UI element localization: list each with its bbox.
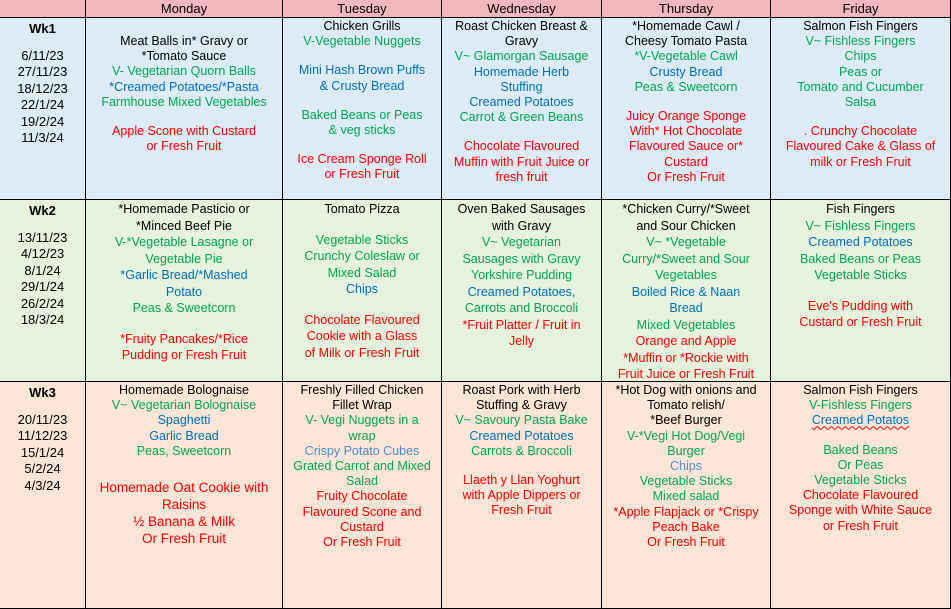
menu-line: fresh fruit — [495, 169, 548, 184]
date: 6/11/23 — [21, 47, 64, 63]
menu-line: & Crusty Bread — [319, 78, 405, 93]
spacer — [445, 125, 598, 139]
menu-line: *Homemade Pasticio or — [118, 202, 250, 216]
menu-line: Vegetable Sticks — [814, 268, 907, 282]
spacer — [774, 429, 947, 443]
menu-line: Creamed Potatoes — [808, 235, 913, 249]
menu-line: Orange and Apple — [635, 334, 737, 348]
spacer — [286, 138, 438, 152]
menu-line: Stuffing & Gravy — [476, 398, 567, 413]
menu-line: Peas or — [838, 64, 883, 79]
menu-line: Flavoured Sauce or* — [629, 139, 743, 154]
spacer — [89, 459, 279, 479]
header-friday: Friday — [771, 0, 951, 18]
wk3-tuesday — [283, 382, 442, 609]
menu-line: Roast Pork with Herb — [462, 383, 581, 397]
menu-line: Fruit Juice or Fresh Fruit — [617, 367, 755, 381]
menu-line: Vegetable Sticks — [315, 232, 409, 247]
wk2-monday — [86, 200, 283, 382]
menu-line: Sausages with Gravy — [462, 251, 581, 266]
menu-line: Flavoured Scone and — [302, 504, 422, 519]
menu-line: Creamed Potatoes, — [467, 284, 576, 299]
menu-line: *Creamed Potatoes/*Pasta — [109, 79, 259, 94]
menu-line: Farmhouse Mixed Vegetables — [101, 94, 267, 109]
week-2-cell — [0, 200, 86, 382]
menu-line: Boiled Rice & Naan — [631, 284, 741, 299]
date: 8/1/24 — [24, 262, 61, 278]
menu-line: wrap — [348, 428, 376, 443]
menu-line: Chips — [844, 49, 877, 64]
menu-line: *Garlic Bread/*Mashed — [120, 268, 248, 282]
menu-line: Baked Beans or Peas — [301, 107, 423, 122]
menu-line: Salmon Fish Fingers — [803, 383, 918, 397]
menu-line: *Hot Dog with onions and — [615, 383, 757, 397]
spacer — [286, 298, 438, 312]
spacer — [286, 49, 438, 63]
menu-line: . Crunchy Chocolate — [803, 124, 918, 139]
spacer — [605, 95, 767, 109]
menu-line: *V-Vegetable Cawl — [634, 49, 738, 64]
date: 18/3/24 — [20, 312, 65, 327]
date: 11/3/24 — [21, 130, 64, 145]
week-label: Wk2 — [29, 203, 56, 218]
menu-line: Tomato relish/ — [647, 398, 725, 413]
menu-line: Mini Hash Brown Puffs — [298, 63, 426, 78]
date: 4/12/23 — [20, 246, 65, 261]
menu-line: Burger — [667, 443, 705, 458]
menu-line: *Fruit Platter / Fruit in — [462, 317, 581, 332]
date: 4/3/24 — [24, 477, 61, 493]
menu-line: Peas & Sweetcorn — [132, 301, 236, 315]
wk2-thursday — [602, 200, 771, 382]
menu-line: Curry/*Sweet and Sour — [622, 251, 750, 266]
menu-line: V-*Vegi Hot Dog/Vegi — [626, 428, 746, 443]
menu-line: Salmon Fish Fingers — [803, 19, 918, 33]
menu-line: or Fresh Fruit — [324, 167, 400, 182]
menu-line: Pudding or Fresh Fruit — [121, 348, 247, 362]
menu-line: Bread — [669, 301, 703, 315]
menu-line: Baked Beans or Peas — [800, 251, 921, 266]
menu-line: Custard or Fresh Fruit — [799, 315, 922, 329]
menu-line: Chips — [346, 282, 378, 296]
menu-line: V~ Fishless Fingers — [805, 34, 916, 49]
menu-line: Custard — [340, 519, 384, 534]
menu-line: V-Vegetable Nuggets — [303, 34, 421, 49]
menu-line: Muffin with Fruit Juice or — [453, 154, 590, 169]
menu-line: ½ Banana & Milk — [132, 514, 236, 530]
menu-line: Llaeth y Llan Yoghurt — [463, 473, 580, 488]
spacer — [89, 110, 279, 124]
menu-line: Chocolate Flavoured — [304, 312, 420, 327]
spacer — [774, 110, 947, 124]
menu-line: Chocolate Flavoured — [463, 139, 580, 154]
menu-line: or Fresh Fruit — [146, 139, 222, 154]
menu-line: Ice Cream Sponge Roll — [297, 152, 427, 167]
menu-line: Fresh Fruit — [491, 503, 552, 518]
menu-line: *Beef Burger — [650, 413, 722, 428]
menu-line: V- Vegi Nuggets in a — [305, 413, 419, 428]
menu-line: Peas, Sweetcorn — [136, 443, 232, 458]
menu-line: Crunchy Coleslaw or — [304, 249, 420, 263]
menu-line: milk or Fresh Fruit — [810, 154, 911, 169]
header-thursday: Thursday — [602, 0, 771, 18]
wk2-tuesday — [283, 200, 442, 382]
wk3-friday — [771, 382, 951, 609]
menu-line: Chips — [670, 459, 702, 474]
menu-line: V~ Vegetarian Bolognaise — [111, 398, 257, 413]
menu-line: V-*Vegetable Lasagne or — [114, 235, 254, 249]
menu-line: Homemade Herb — [473, 64, 570, 79]
menu-line: Tomato and Cucumber — [797, 79, 924, 94]
wk3-wednesday — [442, 382, 602, 609]
menu-line: Fillet Wrap — [332, 398, 392, 413]
header-tuesday: Tuesday — [283, 0, 442, 18]
menu-line: V~ *Vegetable — [646, 235, 726, 249]
menu-line: V-Fishless Fingers — [809, 398, 912, 413]
menu-line: Gravy — [504, 34, 539, 49]
menu-line: Garlic Bread — [149, 428, 219, 443]
spacer — [286, 94, 438, 108]
menu-line: Grated Carrot and Mixed — [293, 459, 431, 474]
menu-line: & veg sticks — [328, 123, 396, 138]
menu-line: Vegetable Sticks — [639, 474, 733, 489]
menu-line: Eve's Pudding with — [807, 298, 914, 313]
menu-line: Mixed Vegetables — [636, 317, 736, 332]
header-corner — [0, 0, 86, 18]
menu-line: Apple Scone with Custard — [112, 124, 256, 139]
menu-line: V~ Glamorgan Sausage — [454, 49, 589, 64]
menu-line: Vegetables — [655, 268, 717, 282]
menu-line: Mixed salad — [652, 489, 720, 504]
date: 22/1/24 — [20, 97, 65, 112]
spacer — [774, 284, 947, 298]
menu-line: V~ Savoury Pasta Bake — [455, 413, 588, 428]
menu-line: with Gravy — [491, 218, 552, 233]
menu-line: Carrot & Green Beans — [459, 110, 584, 125]
menu-line: V~ Vegetarian — [482, 235, 561, 249]
menu-line: Crispy Potato Cubes — [304, 443, 420, 458]
menu-line: and Sour Chicken — [636, 218, 736, 233]
menu-line: Flavoured Cake & Glass of — [785, 139, 936, 154]
menu-line: Raisins — [161, 497, 207, 513]
menu-line: With* Hot Chocolate — [629, 124, 743, 139]
menu-line: Vegetable Sticks — [814, 473, 907, 488]
menu-line: Peas & Sweetcorn — [634, 79, 738, 94]
wk1-tuesday — [283, 18, 442, 200]
menu-line: Salsa — [844, 95, 877, 110]
week-1-cell — [0, 18, 86, 200]
wk1-friday — [771, 18, 951, 200]
date: 27/11/23 — [17, 64, 68, 79]
menu-line: Salad — [346, 474, 378, 489]
spacer — [445, 459, 598, 473]
menu-line: Creamed Potatoes — [469, 95, 574, 110]
week-label: Wk1 — [29, 21, 56, 36]
week-3-cell — [0, 382, 86, 609]
menu-line: Fruity Chocolate — [316, 489, 408, 504]
menu-line: V~ Fishless Fingers — [805, 218, 916, 233]
spacer — [286, 218, 438, 232]
menu-line: with Apple Dippers or — [462, 488, 581, 503]
menu-line: Spaghetti — [157, 413, 211, 428]
menu-line: *Apple Flapjack or *Crispy — [613, 504, 759, 519]
wk1-monday — [86, 18, 283, 200]
menu-line: Peach Bake — [652, 519, 720, 534]
menu-line: Cheesy Tomato Pasta — [624, 34, 748, 49]
menu-line: *Fruity Pancakes/*Rice — [120, 331, 248, 346]
menu-line: Tomato Pizza — [324, 202, 400, 216]
date: 15/1/24 — [20, 444, 65, 460]
menu-line: Carrots & Broccoli — [471, 443, 572, 458]
date: 5/2/24 — [24, 461, 61, 476]
menu-line: Cookie with a Glass — [306, 329, 418, 343]
menu-line: *Homemade Cawl / — [632, 19, 740, 33]
wk3-monday — [86, 382, 283, 609]
menu-line: Sponge with White Sauce — [788, 503, 933, 518]
date: 19/2/24 — [20, 113, 65, 129]
menu-line: Crusty Bread — [649, 64, 723, 79]
menu-line: or Fresh Fruit — [822, 518, 898, 533]
spacer — [89, 317, 279, 331]
wk3-thursday — [602, 382, 771, 609]
wk2-wednesday — [442, 200, 602, 382]
menu-line: Meat Balls in* Gravy or — [120, 34, 248, 48]
menu-line: *Tomato Sauce — [141, 49, 227, 64]
menu-line: Homemade Bolognaise — [119, 383, 249, 397]
menu-line: Or Fresh Fruit — [647, 169, 725, 184]
menu-line: Potato — [165, 284, 203, 299]
menu-line: *Chicken Curry/*Sweet — [622, 202, 750, 216]
menu-line: Fish Fingers — [826, 202, 895, 216]
date: 18/12/23 — [17, 80, 68, 96]
menu-line: Or Fresh Fruit — [141, 531, 226, 547]
date: 11/12/23 — [17, 428, 68, 443]
wk1-thursday — [602, 18, 771, 200]
menu-line: Or Peas — [837, 457, 884, 472]
date: 29/1/24 — [20, 279, 65, 294]
menu-line: Oven Baked Sausages — [457, 202, 586, 216]
menu-line: Jelly — [508, 334, 534, 348]
menu-line: Vegetable Pie — [145, 251, 223, 266]
week-label: Wk3 — [29, 385, 56, 400]
menu-line: Chocolate Flavoured — [802, 488, 919, 503]
menu-line: Creamed Potatoes — [469, 428, 574, 443]
menu-line: Roast Chicken Breast & — [455, 19, 588, 33]
menu-line: Baked Beans — [823, 442, 898, 457]
menu-line: *Muffin or *Rockie with — [623, 350, 749, 365]
wk2-friday — [771, 200, 951, 382]
menu-line: *Minced Beef Pie — [136, 218, 232, 233]
date: 26/2/24 — [20, 295, 65, 311]
date: 20/11/23 — [17, 411, 68, 427]
menu-line: Or Fresh Fruit — [647, 535, 725, 550]
menu-line: of Milk or Fresh Fruit — [304, 345, 420, 360]
header-monday: Monday — [86, 0, 283, 18]
menu-line: Or Fresh Fruit — [323, 535, 401, 550]
menu-line: Juicy Orange Sponge — [625, 109, 747, 124]
menu-line: Yorkshire Pudding — [471, 268, 572, 282]
date: 13/11/23 — [17, 229, 68, 245]
menu-line: Creamed Potatos — [811, 413, 910, 428]
menu-line: Carrots and Broccoli — [464, 301, 579, 315]
menu-line: Freshly Filled Chicken — [300, 383, 424, 397]
header-wednesday: Wednesday — [442, 0, 602, 18]
menu-line: Homemade Oat Cookie with — [99, 480, 269, 496]
menu-line: Chicken Grills — [323, 19, 401, 33]
menu-line: Stuffing — [500, 79, 543, 94]
menu-line: Custard — [664, 154, 708, 169]
menu-line: V- Vegetarian Quorn Balls — [112, 64, 256, 79]
wk1-wednesday — [442, 18, 602, 200]
menu-line: Mixed Salad — [327, 265, 397, 280]
